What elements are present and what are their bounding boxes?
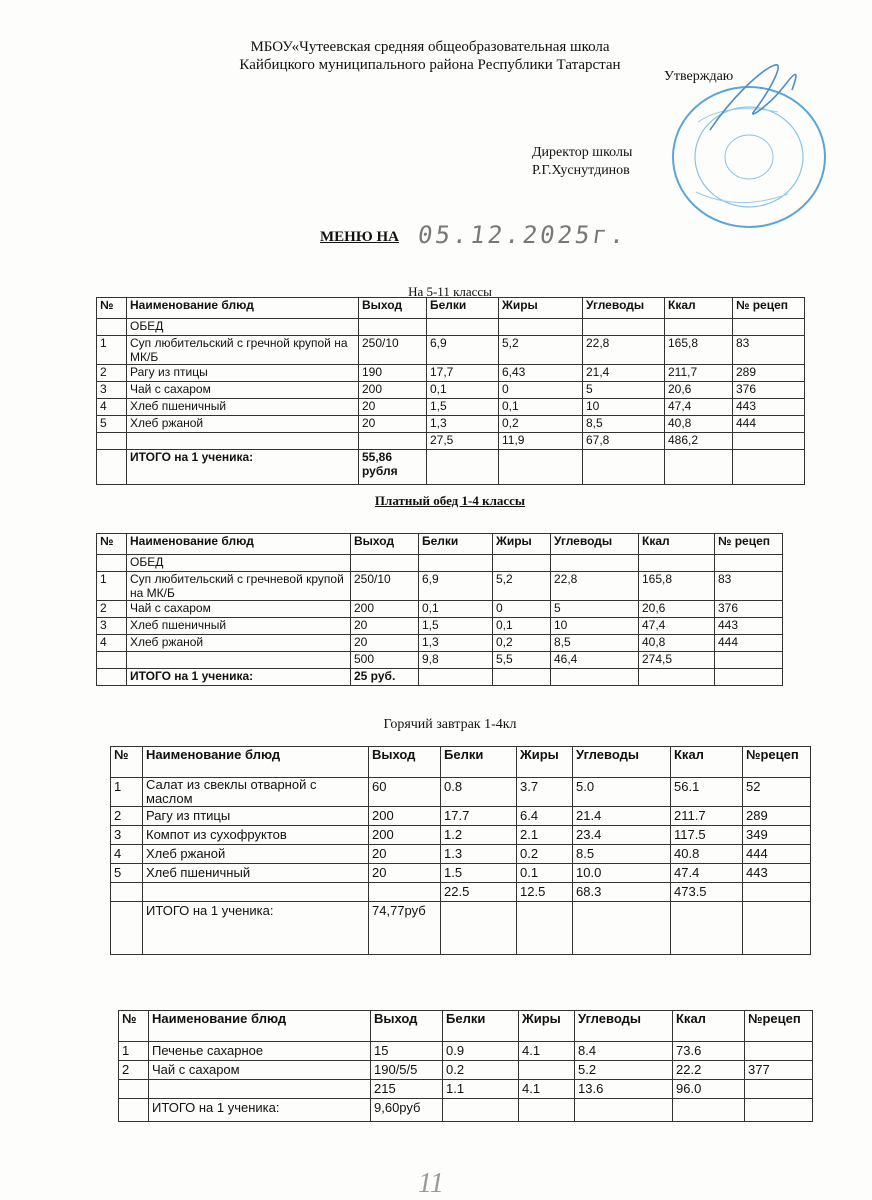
table-cell: 74,77руб — [369, 902, 441, 955]
table-cell: 117.5 — [671, 826, 743, 845]
table-cell — [97, 433, 127, 450]
table-cell: 211,7 — [665, 365, 733, 382]
table-cell: 5 — [111, 864, 143, 883]
table-cell — [639, 669, 715, 686]
section-row — [97, 319, 805, 336]
table-cell — [743, 902, 811, 955]
table-cell: 0.9 — [443, 1042, 519, 1061]
table-cell — [351, 555, 419, 572]
table-cell: 3 — [111, 826, 143, 845]
table-cell: 443 — [743, 864, 811, 883]
table-cell: 1.3 — [441, 845, 517, 864]
table-header-cell: Белки — [419, 534, 493, 555]
table-cell: 2.1 — [517, 826, 573, 845]
table-cell: 9,60руб — [371, 1099, 443, 1122]
director-signature — [700, 60, 810, 140]
table-header-cell: № — [97, 534, 127, 555]
total-price-row — [119, 1099, 813, 1122]
table-cell — [551, 669, 639, 686]
table-row — [97, 635, 783, 652]
table-cell — [143, 883, 369, 902]
table-cell: Чай с сахаром — [127, 601, 351, 618]
table-cell: 20,6 — [665, 382, 733, 399]
table-header-cell: Ккал — [673, 1011, 745, 1042]
table-header-cell: Жиры — [519, 1011, 575, 1042]
table-cell: 4.1 — [519, 1042, 575, 1061]
table-cell: 2 — [97, 365, 127, 382]
table-cell: 443 — [715, 618, 783, 635]
table-cell: 6.4 — [517, 807, 573, 826]
table-cell — [127, 652, 351, 669]
table-header-cell: № — [111, 747, 143, 778]
table-cell: 5.0 — [573, 778, 671, 807]
table-cell: 60 — [369, 778, 441, 807]
table-cell — [119, 1080, 149, 1099]
table-cell — [493, 669, 551, 686]
table-cell: 486,2 — [665, 433, 733, 450]
table-cell: 5,5 — [493, 652, 551, 669]
table-cell: 20 — [351, 635, 419, 652]
table-cell: 8,5 — [551, 635, 639, 652]
table-cell: 1.1 — [443, 1080, 519, 1099]
table-cell: 5.2 — [575, 1061, 673, 1080]
table-cell: 20 — [369, 864, 441, 883]
table-row — [119, 1061, 813, 1080]
table-header-cell: Углеводы — [575, 1011, 673, 1042]
table-cell: 0.2 — [517, 845, 573, 864]
menu-table-snack — [118, 1010, 813, 1122]
table-cell — [745, 1080, 813, 1099]
table-cell: 274,5 — [639, 652, 715, 669]
table-cell: 377 — [745, 1061, 813, 1080]
table-cell: 190 — [359, 365, 427, 382]
table-header-cell: Белки — [441, 747, 517, 778]
table-cell — [519, 1061, 575, 1080]
table-cell — [149, 1080, 371, 1099]
table-cell: 215 — [371, 1080, 443, 1099]
total-price-row — [111, 902, 811, 955]
table-cell: 1 — [97, 572, 127, 601]
school-name-header — [180, 38, 680, 74]
table-cell: 22,8 — [583, 336, 665, 365]
table-cell — [733, 433, 805, 450]
table-cell: ИТОГО на 1 ученика: — [127, 450, 359, 485]
table-cell — [369, 883, 441, 902]
table-cell — [715, 652, 783, 669]
table-cell — [111, 883, 143, 902]
table2-caption: Платный обед 1-4 классы — [374, 493, 526, 508]
school-name-line2: Кайбицкого муниципального района Республики Татарстан — [239, 57, 621, 73]
table2-header-row — [97, 534, 783, 555]
table-row — [97, 365, 805, 382]
table-cell: 5 — [97, 416, 127, 433]
table-header-cell: Наименование блюд — [127, 298, 359, 319]
table-cell: 473.5 — [671, 883, 743, 902]
table-cell: 211.7 — [671, 807, 743, 826]
table-cell: 17,7 — [427, 365, 499, 382]
table-cell: 27,5 — [427, 433, 499, 450]
table-cell: 1 — [97, 336, 127, 365]
table-cell: 0,2 — [493, 635, 551, 652]
table-cell: Рагу из птицы — [127, 365, 359, 382]
table-cell: 40,8 — [639, 635, 715, 652]
table3-caption: Горячий завтрак 1-4кл — [383, 717, 517, 732]
table-cell: Хлеб пшеничный — [143, 864, 369, 883]
table-header-cell: № рецеп — [733, 298, 805, 319]
table-cell: 20 — [359, 416, 427, 433]
table-cell — [733, 450, 805, 485]
table-header-cell: №рецеп — [745, 1011, 813, 1042]
table-cell: 0 — [499, 382, 583, 399]
table-cell: 5 — [583, 382, 665, 399]
table-cell: 4 — [97, 399, 127, 416]
table-cell: 0,2 — [499, 416, 583, 433]
table-cell: 200 — [369, 807, 441, 826]
table-cell: 46,4 — [551, 652, 639, 669]
table-cell: 56.1 — [671, 778, 743, 807]
director-title: Директор школы — [532, 145, 633, 160]
table-header-cell: Белки — [443, 1011, 519, 1042]
table-header-cell: Ккал — [665, 298, 733, 319]
table-header-cell: Наименование блюд — [149, 1011, 371, 1042]
table-header-cell: Выход — [371, 1011, 443, 1042]
table-cell — [715, 555, 783, 572]
table-cell: 5,2 — [499, 336, 583, 365]
table-cell: 376 — [715, 601, 783, 618]
table-row — [97, 382, 805, 399]
table-cell — [427, 450, 499, 485]
menu-date-handwritten: 05.12.2025г. — [416, 221, 630, 249]
table-cell — [359, 319, 427, 336]
table-cell: 250/10 — [351, 572, 419, 601]
table-cell: 22,8 — [551, 572, 639, 601]
table-header-cell: Жиры — [517, 747, 573, 778]
table-cell: Печенье сахарное — [149, 1042, 371, 1061]
table-cell — [673, 1099, 745, 1122]
table-row — [97, 601, 783, 618]
table-cell: 40,8 — [665, 416, 733, 433]
table-cell: 8,5 — [583, 416, 665, 433]
table-cell: 20 — [359, 399, 427, 416]
table-cell — [419, 555, 493, 572]
table-cell: 2 — [119, 1061, 149, 1080]
table-cell: 0.8 — [441, 778, 517, 807]
table-row — [111, 864, 811, 883]
table-cell: 444 — [715, 635, 783, 652]
table-cell: 1 — [111, 778, 143, 807]
table-cell: 444 — [743, 845, 811, 864]
table-row — [97, 399, 805, 416]
table-cell: 21,4 — [583, 365, 665, 382]
table-row — [97, 416, 805, 433]
table-header-cell: Наименование блюд — [143, 747, 369, 778]
table-cell — [575, 1099, 673, 1122]
table-cell: 190/5/5 — [371, 1061, 443, 1080]
table-cell: 20 — [369, 845, 441, 864]
table-cell: 0,1 — [499, 399, 583, 416]
director-block — [532, 144, 632, 180]
table-cell: 40.8 — [671, 845, 743, 864]
table-cell: 200 — [351, 601, 419, 618]
table-cell: 83 — [715, 572, 783, 601]
table-cell: 0,1 — [427, 382, 499, 399]
table-cell: 1.5 — [441, 864, 517, 883]
table-cell — [97, 669, 127, 686]
table-cell: 349 — [743, 826, 811, 845]
table-header-cell: №рецеп — [743, 747, 811, 778]
table-cell: 47.4 — [671, 864, 743, 883]
table-cell: 22.5 — [441, 883, 517, 902]
table-cell: 8.5 — [573, 845, 671, 864]
table-cell: 0,1 — [419, 601, 493, 618]
table-cell — [665, 319, 733, 336]
table-cell: 83 — [733, 336, 805, 365]
table-cell: 200 — [359, 382, 427, 399]
table-cell: 17.7 — [441, 807, 517, 826]
table-row — [97, 618, 783, 635]
table-cell: 165,8 — [639, 572, 715, 601]
table-cell: ИТОГО на 1 ученика: — [127, 669, 351, 686]
table-header-cell: № рецеп — [715, 534, 783, 555]
table-cell: Салат из свеклы отварной с маслом — [143, 778, 369, 807]
table-cell — [517, 902, 573, 955]
table-cell: ОБЕД — [127, 319, 359, 336]
total-price-row — [97, 669, 783, 686]
menu-table-hot-breakfast-1-4 — [110, 746, 811, 955]
table1-header-row — [97, 298, 805, 319]
table-cell: 20 — [351, 618, 419, 635]
table-cell: Хлеб пшеничный — [127, 399, 359, 416]
table-cell — [97, 319, 127, 336]
section-row — [97, 555, 783, 572]
table-cell: 289 — [743, 807, 811, 826]
table-cell: 0.1 — [517, 864, 573, 883]
table-cell: 6,9 — [427, 336, 499, 365]
table-cell — [97, 652, 127, 669]
table-cell: 1,5 — [419, 618, 493, 635]
table-header-cell: Ккал — [639, 534, 715, 555]
table-cell — [743, 883, 811, 902]
table-cell: 5,2 — [493, 572, 551, 601]
table-cell: 1.2 — [441, 826, 517, 845]
table-cell: 47,4 — [639, 618, 715, 635]
table-cell: 5 — [551, 601, 639, 618]
table-cell — [745, 1042, 813, 1061]
page-number: 11 — [418, 1168, 444, 1199]
table-cell: 68.3 — [573, 883, 671, 902]
table-cell: 20,6 — [639, 601, 715, 618]
table-cell: 200 — [369, 826, 441, 845]
table-cell — [583, 319, 665, 336]
table-cell: Хлеб ржаной — [143, 845, 369, 864]
table3-header-row — [111, 747, 811, 778]
table-cell: 4.1 — [519, 1080, 575, 1099]
table-cell: Рагу из птицы — [143, 807, 369, 826]
table-header-cell: № — [119, 1011, 149, 1042]
table-cell — [665, 450, 733, 485]
table-cell: Суп любительский с гречневой крупой на МК/Б — [127, 572, 351, 601]
table-cell: 67,8 — [583, 433, 665, 450]
table-cell: 500 — [351, 652, 419, 669]
table-cell — [427, 319, 499, 336]
table-cell — [443, 1099, 519, 1122]
table-cell: 10 — [551, 618, 639, 635]
table-cell — [715, 669, 783, 686]
table-header-cell: Выход — [369, 747, 441, 778]
table-cell: 15 — [371, 1042, 443, 1061]
table-header-cell: Ккал — [671, 747, 743, 778]
totals-row — [97, 652, 783, 669]
table-cell — [671, 902, 743, 955]
table-row — [97, 572, 783, 601]
table-row — [119, 1042, 813, 1061]
table-cell: 444 — [733, 416, 805, 433]
school-name-line1: МБОУ«Чутеевская средняя общеобразовательная школа — [250, 39, 610, 55]
table-cell: 1,3 — [419, 635, 493, 652]
table-cell: 23.4 — [573, 826, 671, 845]
approve-label: Утверждаю — [664, 69, 734, 84]
table-cell — [359, 433, 427, 450]
table-cell: 21.4 — [573, 807, 671, 826]
table-cell: Чай с сахаром — [149, 1061, 371, 1080]
table-cell: 4 — [111, 845, 143, 864]
table-cell: 73.6 — [673, 1042, 745, 1061]
table-header-cell: Наименование блюд — [127, 534, 351, 555]
table-row — [111, 807, 811, 826]
table-row — [111, 826, 811, 845]
table-cell: 3.7 — [517, 778, 573, 807]
table-cell: 13.6 — [575, 1080, 673, 1099]
total-price-row — [97, 450, 805, 485]
totals-row — [119, 1080, 813, 1099]
table-cell: 0.2 — [443, 1061, 519, 1080]
table-cell — [639, 555, 715, 572]
table-cell — [745, 1099, 813, 1122]
table-cell: 6,43 — [499, 365, 583, 382]
table-cell: Чай с сахаром — [127, 382, 359, 399]
menu-table-paid-lunch-1-4 — [96, 533, 783, 686]
table-cell: 3 — [97, 382, 127, 399]
table-cell: 443 — [733, 399, 805, 416]
menu-title: МЕНЮ НА — [320, 229, 399, 245]
table-header-cell: Жиры — [493, 534, 551, 555]
table-cell: 376 — [733, 382, 805, 399]
table-cell: 10 — [583, 399, 665, 416]
table-cell — [583, 450, 665, 485]
table-cell: 4 — [97, 635, 127, 652]
totals-row — [111, 883, 811, 902]
director-name: Р.Г.Хуснутдинов — [532, 163, 630, 178]
table-cell: 1,5 — [427, 399, 499, 416]
table-header-cell: № — [97, 298, 127, 319]
table-cell: ИТОГО на 1 ученика: — [143, 902, 369, 955]
table-cell — [441, 902, 517, 955]
table-cell: 9,8 — [419, 652, 493, 669]
table-cell — [127, 433, 359, 450]
table-header-cell: Белки — [427, 298, 499, 319]
table4-header-row — [119, 1011, 813, 1042]
table-cell: 165,8 — [665, 336, 733, 365]
table-cell — [119, 1099, 149, 1122]
table-cell: 289 — [733, 365, 805, 382]
table-cell — [733, 319, 805, 336]
table-cell — [519, 1099, 575, 1122]
table-row — [111, 845, 811, 864]
table-cell — [499, 450, 583, 485]
table-cell — [111, 902, 143, 955]
table-cell: Хлеб ржаной — [127, 635, 351, 652]
table-header-cell: Жиры — [499, 298, 583, 319]
table-cell — [97, 450, 127, 485]
table-cell — [97, 555, 127, 572]
table-cell: Компот из сухофруктов — [143, 826, 369, 845]
table-cell: 55,86 рубля — [359, 450, 427, 485]
table-cell: 47,4 — [665, 399, 733, 416]
table-cell: 10.0 — [573, 864, 671, 883]
table-cell: 52 — [743, 778, 811, 807]
table-cell — [493, 555, 551, 572]
menu-table-grades-5-11 — [96, 297, 805, 485]
table-header-cell: Углеводы — [551, 534, 639, 555]
totals-row — [97, 433, 805, 450]
table-cell: 96.0 — [673, 1080, 745, 1099]
table-cell — [419, 669, 493, 686]
table-cell: 0 — [493, 601, 551, 618]
table-row — [111, 778, 811, 807]
table-cell: Хлеб ржаной — [127, 416, 359, 433]
table-cell: 2 — [111, 807, 143, 826]
table-cell: 6,9 — [419, 572, 493, 601]
table-header-cell: Выход — [351, 534, 419, 555]
table-cell — [499, 319, 583, 336]
table-cell: 2 — [97, 601, 127, 618]
table-cell: 3 — [97, 618, 127, 635]
table-cell: 12.5 — [517, 883, 573, 902]
table-cell: 250/10 — [359, 336, 427, 365]
table1-caption: На 5-11 классы — [408, 284, 492, 299]
table-cell — [551, 555, 639, 572]
table-cell: 1,3 — [427, 416, 499, 433]
table-cell — [573, 902, 671, 955]
table-cell: 1 — [119, 1042, 149, 1061]
table-cell: Суп любительский с гречной крупой на МК/Б — [127, 336, 359, 365]
table-cell: 8.4 — [575, 1042, 673, 1061]
table-header-cell: Выход — [359, 298, 427, 319]
table-row — [97, 336, 805, 365]
table-cell: ИТОГО на 1 ученика: — [149, 1099, 371, 1122]
table-cell: 0,1 — [493, 618, 551, 635]
table-header-cell: Углеводы — [583, 298, 665, 319]
table-cell: Хлеб пшеничный — [127, 618, 351, 635]
table-cell: ОБЕД — [127, 555, 351, 572]
table-cell: 25 руб. — [351, 669, 419, 686]
table-cell: 11,9 — [499, 433, 583, 450]
table-cell: 22.2 — [673, 1061, 745, 1080]
table-header-cell: Углеводы — [573, 747, 671, 778]
